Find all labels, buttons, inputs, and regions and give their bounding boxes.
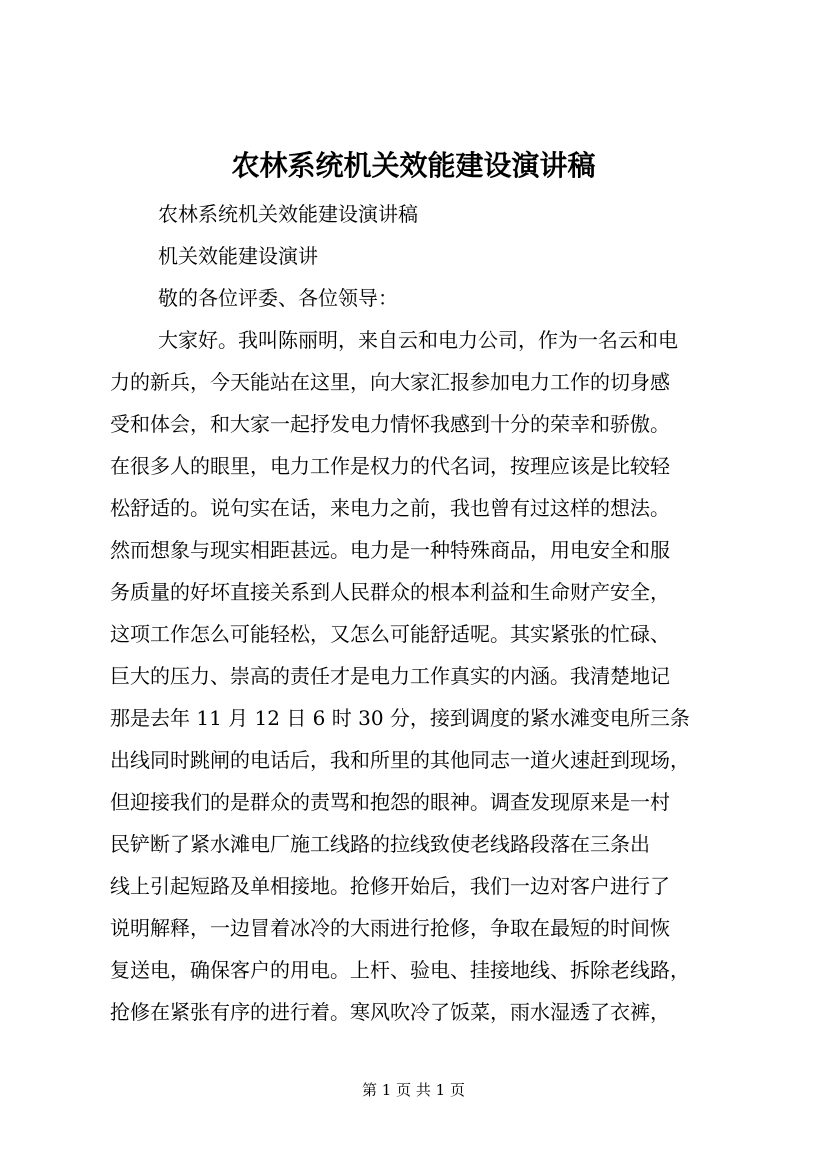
text-line: 线上引起短路及单相接地。抢修开始后，我们一边对客户进行了 [110,874,670,898]
text-line: 抢修在紧张有序的进行着。寒风吹冷了饭菜，雨水湿透了衣裤， [110,1000,670,1024]
text-line: 这项工作怎么可能轻松，又怎么可能舒适呢。其实紧张的忙碌、 [110,622,670,646]
text-line: 敬的各位评委、各位领导： [158,286,398,310]
document-title: 农林系统机关效能建设演讲稿 [231,149,596,182]
text-line: 然而想象与现实相距甚远。电力是一种特殊商品，用电安全和服 [110,538,670,562]
text-line: 巨大的压力、崇高的责任才是电力工作真实的内涵。我清楚地记 [110,664,670,688]
text-line: 务质量的好坏直接关系到人民群众的根本利益和生命财产安全， [110,580,670,604]
text-line: 复送电，确保客户的用电。上杆、验电、挂接地线、拆除老线路， [110,958,690,982]
text-line: 机关效能建设演讲 [158,244,318,268]
text-line: 大家好。我叫陈丽明，来自云和电力公司，作为一名云和电 [158,328,678,352]
text-line: 但迎接我们的是群众的责骂和抱怨的眼神。调查发现原来是一村 [110,790,670,814]
text-line: 出线同时跳闸的电话后，我和所里的其他同志一道火速赶到现场， [110,748,690,772]
text-line: 松舒适的。说句实在话，来电力之前，我也曾有过这样的想法。 [110,496,670,520]
text-line: 说明解释，一边冒着冰冷的大雨进行抢修，争取在最短的时间恢 [110,916,670,940]
text-line: 民铲断了紧水滩电厂施工线路的拉线致使老线路段落在三条出 [110,832,650,856]
text-line: 力的新兵，今天能站在这里，向大家汇报参加电力工作的切身感 [110,370,670,394]
text-line: 农林系统机关效能建设演讲稿 [158,202,418,226]
text-line: 那是去年 11 月 12 日 6 时 30 分，接到调度的紧水滩变电所三条 [110,706,690,730]
page-number: 第 1 页 共 1 页 [362,1081,465,1099]
text-line: 在很多人的眼里，电力工作是权力的代名词，按理应该是比较轻 [110,454,670,478]
text-line: 受和体会，和大家一起抒发电力情怀我感到十分的荣幸和骄傲。 [110,412,670,436]
